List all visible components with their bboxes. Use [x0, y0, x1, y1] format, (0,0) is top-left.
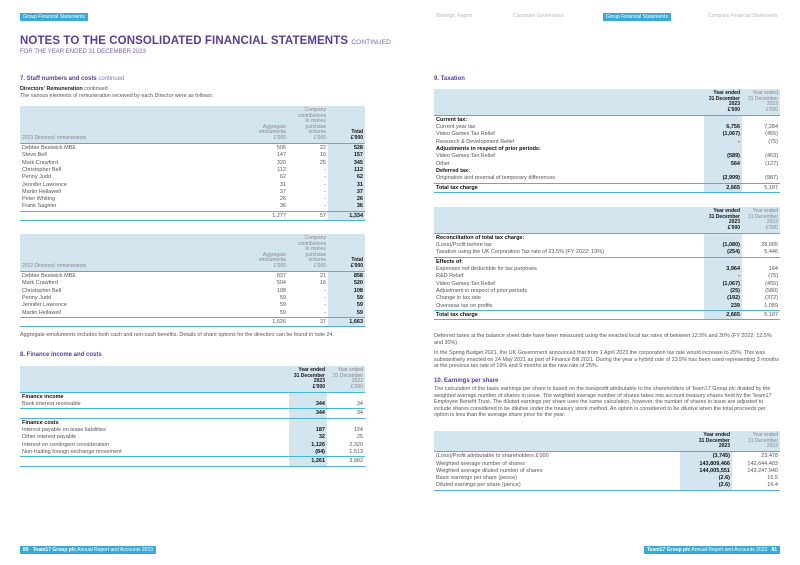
footer-left [20, 546, 156, 554]
table-row [434, 295, 780, 302]
cell-value: 10 [319, 152, 326, 159]
cell-value: 1,334 [328, 211, 365, 220]
cell-value: 187 [289, 427, 327, 434]
row-label: Total tax charge [434, 310, 704, 319]
row-label: Deferred tax: [436, 167, 470, 174]
cell-value: 108 [328, 288, 365, 295]
row-label: (Loss)/Profit attributable to shareholders £'000 [436, 453, 549, 460]
cell-value: 837 [276, 273, 286, 280]
cell-value [704, 115, 742, 124]
tax-reconciliation-table [434, 207, 780, 320]
cell-value: 26 [279, 196, 286, 203]
footer-company-right: Team17 Group plc [646, 547, 691, 553]
column-header: Year ended 31 December 2023 £'000 [704, 89, 742, 115]
cell-value [289, 418, 327, 427]
table-row [434, 249, 780, 257]
cell-value: 2,665 [704, 310, 742, 319]
column-header: Year ended 31 December 2022 £'000 [742, 207, 780, 233]
section-heading-row [434, 257, 780, 266]
header-row [434, 431, 780, 452]
cell-value: 5,187 [742, 183, 780, 192]
cell-value: 57 [288, 211, 328, 220]
cell-value: 3,964 [704, 266, 742, 273]
table-row [434, 482, 780, 490]
note9-heading: 9. Taxation [434, 76, 465, 82]
cell-value [704, 257, 742, 266]
cell-value: 26 [328, 196, 365, 203]
cell-value: 2,320 [349, 441, 363, 448]
cell-value: 5,446 [742, 249, 780, 257]
row-label: Peter Whiting [22, 196, 56, 203]
table-row [434, 153, 780, 160]
cell-value [327, 418, 365, 427]
cell-value: 143,247,940 [747, 467, 778, 474]
cell-value: 59 [328, 310, 365, 318]
cell-value: (453) [765, 153, 778, 160]
note7-heading [20, 76, 124, 82]
header-label [434, 207, 704, 233]
cell-value: (987) [742, 175, 780, 183]
cell-value: (75) [768, 138, 778, 145]
column-header: Year ended 31 December 2023 £'000 [289, 366, 327, 392]
cell-value: 124 [353, 427, 363, 434]
cell-value: 344 [289, 401, 327, 409]
table-row [20, 401, 365, 409]
cell-value: (455) [765, 131, 778, 138]
table-row [434, 288, 780, 295]
table-row [20, 317, 365, 326]
row-label: Change in tax rate [436, 295, 481, 302]
note8-heading: 8. Finance income and costs [20, 352, 102, 358]
row-label: Christopher Bell [22, 166, 62, 173]
row-label: Weighted average diluted number of shares [436, 467, 543, 474]
cell-value: 144,005,551 [680, 468, 732, 475]
section-heading-row [20, 392, 365, 401]
table-row [434, 161, 780, 168]
table-row [20, 449, 365, 457]
page-title-main: NOTES TO THE CONSOLIDATED FINANCIAL STATEMENTS [20, 35, 349, 47]
row-label: Penny Judd [22, 174, 52, 181]
table [434, 89, 780, 193]
header-label: 2023 Directors' remuneration [20, 106, 248, 144]
column-header: Year ended 31 December 2023 [680, 431, 732, 452]
header-label: 2022 Directors' remuneration [20, 234, 248, 272]
cell-value: 506 [276, 145, 286, 152]
cell-value: - [324, 166, 326, 173]
cell-value: 108 [276, 287, 286, 294]
header-row [20, 366, 365, 392]
table-row [434, 131, 780, 138]
cell-value: 1,663 [328, 317, 365, 326]
cell-value: 62 [328, 174, 365, 181]
cell-value: 59 [328, 295, 365, 302]
table-row [20, 434, 365, 441]
cell-value: 16.4 [732, 482, 780, 490]
cell-value: 7,284 [764, 124, 778, 131]
cell-value: 112 [277, 166, 286, 173]
cell-value [742, 233, 780, 242]
nav-corporate-governance[interactable]: Corporate Governance [513, 13, 564, 19]
table-row [434, 175, 780, 183]
table-row [20, 174, 365, 181]
cell-value: (1,067) [704, 281, 742, 288]
row-label: Video Games Tax Relief [436, 280, 495, 287]
cell-value: 28,665 [761, 242, 778, 249]
cell-value: 59 [328, 302, 365, 309]
row-label: (Loss)/Profit before tax [436, 242, 492, 249]
footer-report-left: Annual Report and Accounts 2023 [77, 547, 154, 553]
cell-value: 37 [288, 317, 328, 326]
cell-value: (589) [704, 153, 742, 160]
row-label: Reconciliation of total tax charge: [436, 234, 525, 241]
cell-value: 1,513 [327, 449, 365, 457]
finance-income-costs-table [20, 366, 365, 467]
cell-value: 25 [319, 159, 326, 166]
row-label: Interest payable on lease liabilities [22, 427, 106, 434]
table-row [20, 442, 365, 449]
table [434, 431, 780, 491]
header-label [434, 431, 680, 452]
cell-value: - [288, 203, 328, 211]
directors-remuneration-2022-table [20, 234, 365, 327]
table-row [20, 288, 365, 295]
tax-note-rate-change: In the Spring Budget 2021, the UK Government announced that from 1 April 2023 the corporation tax rate would increase to 25%. This was substantively enacted on 24 May 2021 as part of Finance Bill 2021. During the year a hybrid rate of 23.5% has been used representing 3 months at the previous tax rate of 19% and 9 months at the new rate of 25%. [434, 350, 779, 370]
row-label: Mark Crawford [22, 159, 59, 166]
row-label: R&D Relief [436, 273, 464, 280]
cell-value: 36 [328, 203, 365, 211]
table-row [434, 475, 780, 482]
cell-value [704, 168, 742, 175]
cell-value: 1,261 [289, 457, 327, 466]
row-label: Overseas tax on profits [434, 303, 704, 311]
cell-value: - [324, 188, 326, 195]
cell-value: - [704, 273, 742, 280]
cell-value: - [288, 310, 328, 318]
cell-value: (2.6) [680, 475, 732, 482]
cell-value: 6,756 [704, 124, 742, 131]
cell-value: - [324, 196, 326, 203]
cell-value: 21 [319, 273, 326, 280]
row-label [20, 211, 248, 220]
cell-value: (580) [765, 287, 778, 294]
header-row [20, 234, 365, 272]
cell-value: 2,665 [704, 183, 742, 192]
row-label: Martin Hellawell [22, 188, 61, 195]
row-label: Adjustments in respect of prior periods: [436, 146, 541, 153]
cell-value: 344 [289, 409, 327, 418]
cell-value: 59 [279, 302, 286, 309]
row-label: Current tax: [436, 116, 468, 123]
cell-value: - [324, 174, 326, 181]
directors-remuneration-intro: The various elements of remuneration received by each Director were as follows: [20, 92, 214, 99]
table-row [20, 457, 365, 466]
cell-value: (1,067) [704, 131, 742, 138]
footer-right [644, 546, 780, 554]
cell-value [742, 257, 780, 266]
row-label: Origination and reversal of temporary differences [434, 175, 704, 183]
cell-value [289, 392, 327, 401]
nav-strategic-report[interactable]: Strategic Report [436, 13, 473, 19]
table-row [20, 295, 365, 302]
note7-intro [20, 86, 365, 99]
row-label: Jennifer Lawrence [22, 302, 67, 309]
directors-remuneration-heading: Directors' Remuneration [20, 86, 83, 92]
table [434, 207, 780, 320]
cell-value: - [324, 294, 326, 301]
cell-value: 59 [248, 310, 288, 318]
directors-remuneration-2023-table [20, 106, 365, 221]
total-row [434, 183, 780, 192]
table-row [20, 427, 365, 434]
directors-remuneration-cont: continued [84, 86, 108, 92]
column-header: Year ended 31 December 2022 [732, 431, 780, 452]
note7-heading-cont: continued [98, 76, 125, 82]
column-header: Total £'000 [328, 234, 365, 272]
cell-value: (372) [765, 295, 778, 302]
row-label: Basic earnings per share (pence) [436, 475, 518, 482]
page-number-right: 81 [771, 547, 777, 553]
cell-value: (25) [704, 288, 742, 295]
cell-value: 1,126 [289, 442, 327, 449]
row-label: Adjustment in respect of prior periods [436, 287, 528, 294]
cell-value: 37 [328, 189, 365, 196]
taxation-table [434, 89, 780, 193]
cell-value: - [704, 139, 742, 146]
row-label [20, 457, 289, 466]
row-label: Expenses not deductible for tax purposes [436, 266, 537, 273]
column-header: Year ended 31 December 2023 £'000 [704, 207, 742, 233]
column-header: Aggregate emoluments £'000 [248, 106, 288, 144]
table-row [20, 196, 365, 203]
cell-value: 142,644,403 [747, 460, 778, 467]
section-heading-row [434, 115, 780, 124]
cell-value: 32 [289, 434, 327, 441]
table-row [434, 281, 780, 288]
section-heading-row [434, 233, 780, 242]
cell-value: 36 [248, 203, 288, 211]
cell-value: 528 [328, 144, 365, 153]
table [20, 106, 365, 221]
note7-heading-text: 7. Staff numbers and costs [20, 76, 97, 82]
column-header: Company contributions to money purchase scheme £'000 [288, 106, 328, 144]
section-tag: Group Financial Statements [20, 13, 88, 21]
table-row [20, 189, 365, 196]
table-row [434, 124, 780, 131]
header-label [434, 89, 704, 115]
earnings-per-share-table [434, 431, 780, 491]
row-label: Other interest payable [22, 434, 77, 441]
row-label: Current year tax [436, 124, 476, 131]
cell-value: 504 [276, 280, 286, 287]
column-header: Total £'000 [328, 106, 365, 144]
table-row [20, 182, 365, 189]
cell-value [327, 392, 365, 401]
table-row [20, 272, 365, 281]
cell-value: 320 [276, 159, 286, 166]
header-row [20, 106, 365, 144]
section-heading-row [434, 168, 780, 175]
cell-value: 3,982 [327, 457, 365, 466]
table-row [434, 242, 780, 249]
cell-value: 34 [327, 409, 365, 418]
table [20, 366, 365, 467]
column-header: Year ended 31 December 2022 £'000 [742, 89, 780, 115]
nav-company-financial-statements[interactable]: Company Financial Statements [708, 13, 778, 19]
table-row [434, 273, 780, 280]
row-label: Research & Development Relief [436, 138, 515, 145]
row-label [20, 317, 248, 326]
row-label: Steve Bell [22, 152, 47, 159]
row-label: Martin Hellawell [20, 310, 248, 318]
row-label: Mark Crawford [22, 280, 59, 287]
table-row [20, 203, 365, 211]
cell-value: 31 [279, 181, 286, 188]
table-row [20, 152, 365, 159]
cell-value: - [324, 302, 326, 309]
cell-value: 1,277 [248, 211, 288, 220]
cell-value: 22 [319, 145, 326, 152]
cell-value: (192) [704, 295, 742, 302]
row-label [20, 409, 289, 418]
row-label: Other [436, 160, 450, 167]
cell-value: 112 [328, 167, 365, 174]
page-title-continued: CONTINUED [351, 39, 391, 46]
table-row [20, 144, 365, 153]
cell-value: (455) [765, 280, 778, 287]
cell-value: 239 [704, 303, 742, 311]
cell-value: 34 [327, 401, 365, 409]
column-header: Company contributions to money purchase scheme £'000 [288, 234, 328, 272]
cell-value: 5,187 [742, 310, 780, 319]
cell-value: 345 [328, 160, 365, 167]
cell-value [742, 115, 780, 124]
table-row [434, 139, 780, 146]
cell-value: 31 [328, 182, 365, 189]
cell-value: 23,478 [761, 453, 778, 460]
row-label: Finance costs [22, 419, 59, 426]
table-row [20, 310, 365, 318]
row-label: Video Games Tax Relief [436, 131, 495, 138]
footer-report-right: Annual Report and Accounts 2023 [691, 547, 768, 553]
row-label: Christopher Bell [22, 287, 62, 294]
cell-value: 520 [328, 280, 365, 287]
total-row [434, 310, 780, 319]
row-label: Effects of: [436, 258, 463, 265]
cell-value: (127) [765, 160, 778, 167]
section-heading-row [20, 418, 365, 427]
row-label: Finance income [22, 393, 64, 400]
nav-group-financial-statements[interactable]: Group Financial Statements [603, 13, 671, 21]
cell-value: 59 [279, 294, 286, 301]
cell-value: 147 [276, 152, 286, 159]
header-label [20, 366, 289, 392]
cell-value [704, 233, 742, 242]
row-label: Diluted earnings per share (pence) [434, 482, 680, 490]
row-label: Taxation using the UK Corporation Tax rate of 23.5% (FY 2022: 19%) [434, 249, 704, 257]
footer-company-left: Team17 Group plc [32, 547, 76, 553]
row-label: Interest on contingent consideration [22, 441, 110, 448]
table-row [434, 303, 780, 311]
table-row [20, 211, 365, 220]
cell-value: (75) [768, 273, 778, 280]
table-row [434, 266, 780, 273]
note10-text: The calculation of the basic earnings per share is based on the loss/profit attributable to the shareholders of Team17 Group plc divided by the weighted average number of shares in issue. The weighted average number of shares takes into account treasury shares held by the Team17 Employee Benefit Trust. The diluted earnings per share uses the same calculation, however, the number of shares in issue are adjusted to include shares considered to be dilutive under the treasury stock method. An option is considered to be dilutive when the total proceeds per option is less than the average share price for the year. [434, 386, 772, 419]
cell-value: 25 [356, 434, 363, 441]
cell-value: (84) [289, 449, 327, 457]
table-row [434, 452, 780, 461]
row-label: Video Games Tax Relief [436, 153, 495, 160]
cell-value: - [324, 181, 326, 188]
cell-value: 1,626 [248, 317, 288, 326]
cell-value: 1,059 [742, 303, 780, 311]
row-label: Total tax charge [434, 183, 704, 192]
row-label: Debbie Bestwick MBE [22, 273, 77, 280]
table [20, 234, 365, 327]
cell-value: 37 [279, 188, 286, 195]
table-row [20, 302, 365, 309]
cell-value: (254) [704, 249, 742, 257]
row-label: Frank Sagnier [20, 203, 248, 211]
table-row [20, 280, 365, 287]
row-label: Weighted average number of shares [436, 460, 525, 467]
page-subtitle: FOR THE YEAR ENDED 31 DECEMBER 2023 [20, 49, 146, 55]
cell-value: (2.6) [680, 482, 732, 490]
header-row [434, 89, 780, 115]
note10-heading: 10. Earnings per share [434, 378, 499, 384]
cell-value: 62 [279, 174, 286, 181]
page-title [20, 35, 391, 47]
row-label: Penny Judd [22, 294, 52, 301]
cell-value [742, 168, 780, 175]
header-row [434, 207, 780, 233]
cell-value [742, 146, 780, 153]
section-heading-row [434, 146, 780, 153]
page-number-left: 80 [23, 547, 29, 553]
cell-value: 16 [319, 280, 326, 287]
table-row [434, 468, 780, 475]
cell-value: (2,999) [704, 175, 742, 183]
row-label: Bank interest receivable [20, 401, 289, 409]
row-label: Debbie Bestwick MBE [22, 145, 77, 152]
cell-value: 858 [328, 272, 365, 281]
cell-value: 157 [328, 152, 365, 159]
cell-value [704, 146, 742, 153]
cell-value: 16.5 [767, 475, 778, 482]
cell-value: 564 [704, 161, 742, 168]
column-header: Year ended 31 December 2022 £'000 [327, 366, 365, 392]
cell-value: - [324, 287, 326, 294]
table-row [434, 461, 780, 468]
table-row [20, 160, 365, 167]
tax-note-deferred: Deferred taxes at the balance sheet date have been measured using the enacted local tax rates of between 12.5% and 30% (FY 2022: 12.5% and 30%). [434, 333, 772, 346]
row-label: Jennifer Lawrence [22, 181, 67, 188]
cell-value: 164 [768, 266, 778, 273]
table-row [20, 167, 365, 174]
column-header: Aggregate emoluments £'000 [248, 234, 288, 272]
table-row [20, 409, 365, 418]
cell-value: 143,809,466 [680, 461, 732, 468]
row-label: Non-trading foreign exchange movement [20, 449, 289, 457]
cell-value: (3,745) [680, 452, 732, 461]
note7-footnote: Aggregate emoluments includes both cash and non-cash benefits. Details of share options for the directors can be found in note 24. [20, 332, 335, 338]
cell-value: (1,080) [704, 242, 742, 249]
